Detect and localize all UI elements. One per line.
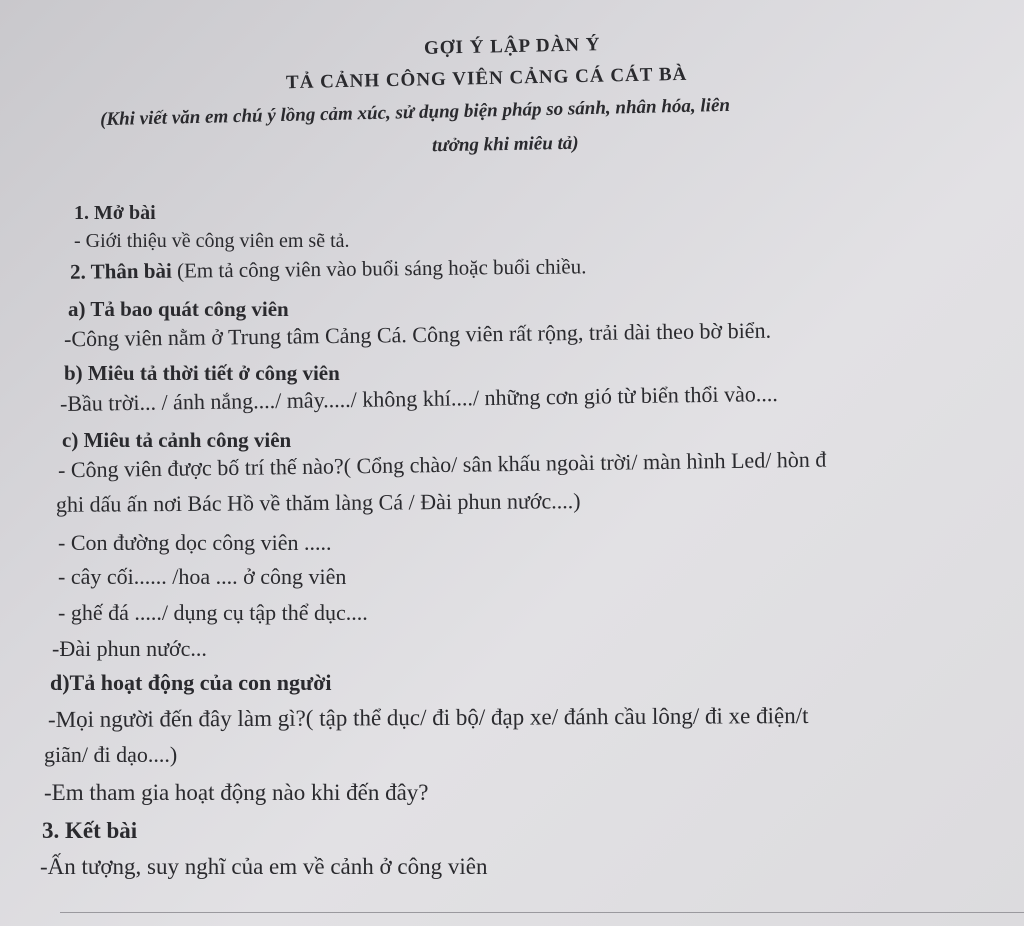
- outline-line: -Công viên nằm ở Trung tâm Cảng Cá. Công viên rất rộng, trải dài theo bờ biển.: [63, 317, 772, 352]
- outline-line: - Con đường dọc công viên .....: [58, 530, 332, 555]
- outline-line: - Giới thiệu về công viên em sẽ tả.: [74, 230, 350, 252]
- outline-line: giãn/ đi dạo....): [44, 742, 178, 767]
- document-subtitle: TẢ CẢNH CÔNG VIÊN CẢNG CÁ CÁT BÀ: [285, 63, 688, 94]
- outline-line: -Em tham gia hoạt động nào khi đến đây?: [44, 780, 429, 805]
- than-bai-label: 2. Thân bài: [69, 258, 172, 284]
- outline-line: -Đài phun nước...: [52, 636, 207, 661]
- outline-line: -Bầu trời... / ánh nắng..../ mây...../ không khí..../ những cơn gió từ biển thổi vào....: [59, 380, 778, 417]
- section-heading-ket-bai: 3. Kết bài: [42, 818, 138, 843]
- outline-line: - ghế đá ...../ dụng cụ tập thể dục....: [58, 600, 368, 625]
- outline-line: -Ấn tượng, suy nghĩ của em về cảnh ở công viên: [40, 854, 488, 879]
- than-bai-note: (Em tả công viên vào buổi sáng hoặc buổi chiều.: [171, 254, 587, 283]
- outline-line: -Mọi người đến đây làm gì?( tập thể dục/ đi bộ/ đạp xe/ đánh cầu lông/ đi xe điện/t: [47, 703, 809, 732]
- subheading-c: c) Miêu tả cảnh công viên: [62, 428, 292, 452]
- section-heading-than-bai: [70, 253, 587, 284]
- subheading-b: b) Miêu tả thời tiết ở công viên: [64, 361, 340, 385]
- instruction-note-line-1: (Khi viết văn em chú ý lồng cảm xúc, sử dụng biện pháp so sánh, nhân hóa, liên: [99, 94, 731, 131]
- document-title: GỢI Ý LẬP DÀN Ý: [423, 34, 601, 59]
- outline-line: - cây cối...... /hoa .... ở công viên: [58, 564, 347, 589]
- subheading-a: a) Tả bao quát công viên: [68, 297, 289, 321]
- page-divider: [60, 912, 1024, 913]
- outline-line: ghi dấu ấn nơi Bác Hồ về thăm làng Cá / Đài phun nước....): [55, 488, 581, 517]
- instruction-note-line-2: tưởng khi miêu tả): [431, 132, 579, 157]
- section-heading-mo-bai: 1. Mở bài: [74, 202, 156, 224]
- subheading-d: d)Tả hoạt động của con người: [50, 670, 332, 695]
- outline-line: - Công viên được bố trí thế nào?( Cổng chào/ sân khấu ngoài trời/ màn hình Led/ hòn đ: [57, 446, 827, 483]
